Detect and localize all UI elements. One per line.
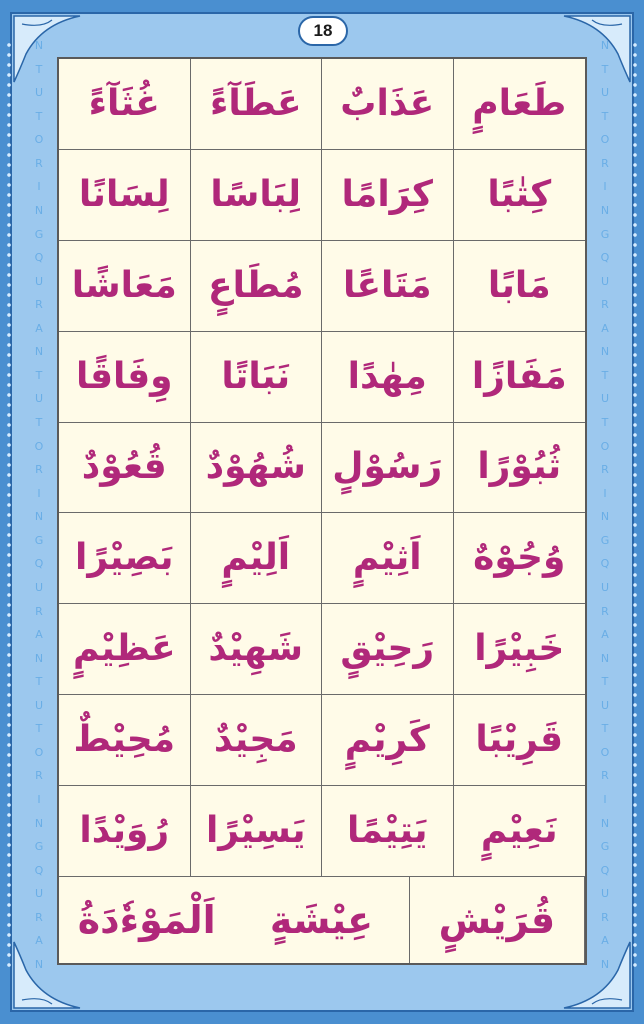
watermark-letter: O bbox=[600, 133, 610, 147]
word-cell: خَبِيْرًا bbox=[454, 604, 586, 695]
word-cell: طَعَامٍ bbox=[454, 59, 586, 150]
page-number: 18 bbox=[298, 16, 348, 46]
watermark-letter: A bbox=[601, 321, 609, 335]
word-cell: شَهِيْدٌ bbox=[191, 604, 323, 695]
word-cell: عَذَابٌ bbox=[322, 59, 454, 150]
watermark-letter: R bbox=[601, 156, 609, 170]
left-dot-border bbox=[6, 40, 12, 970]
watermark-letter: N bbox=[34, 816, 44, 830]
word-cell: اَلْمَوْءٗدَةُ bbox=[77, 898, 216, 942]
watermark-letter: R bbox=[35, 463, 43, 477]
word-cell: اَثِيْمٍ bbox=[322, 513, 454, 604]
watermark-letter: A bbox=[601, 934, 609, 948]
word-cell: قُعُوْدٌ bbox=[59, 423, 191, 514]
word-cell: قُرَيْشٍ bbox=[410, 877, 585, 963]
watermark-letter: U bbox=[600, 274, 610, 288]
watermark-letter: N bbox=[600, 345, 610, 359]
watermark-letter: N bbox=[600, 510, 610, 524]
word-cell: كِتٰبًا bbox=[454, 150, 586, 241]
word-cell: بَصِيْرًا bbox=[59, 513, 191, 604]
word-cell: يَتِيْمًا bbox=[322, 786, 454, 877]
watermark-letter: O bbox=[600, 745, 610, 759]
watermark-letter: G bbox=[34, 227, 44, 241]
watermark-letter: U bbox=[34, 86, 44, 100]
watermark-letter: T bbox=[35, 109, 43, 123]
watermark-letter: R bbox=[601, 298, 609, 312]
watermark-letter: A bbox=[601, 628, 609, 642]
watermark-letter: T bbox=[601, 722, 609, 736]
word-cell: مِهٰدًا bbox=[322, 332, 454, 423]
watermark-letter: O bbox=[34, 745, 44, 759]
watermark-letter: U bbox=[34, 580, 44, 594]
word-cell: شُهُوْدٌ bbox=[191, 423, 323, 514]
watermark-letter: U bbox=[34, 274, 44, 288]
watermark-letter: I bbox=[37, 180, 41, 194]
watermark-letter: Q bbox=[34, 251, 44, 265]
watermark-letter: Q bbox=[600, 251, 610, 265]
watermark-letter: N bbox=[34, 203, 44, 217]
watermark-letter: T bbox=[35, 368, 43, 382]
watermark-letter: R bbox=[35, 298, 43, 312]
watermark-letter: N bbox=[34, 957, 44, 971]
watermark-letter: T bbox=[35, 62, 43, 76]
watermark-letter: G bbox=[600, 227, 610, 241]
watermark-letter: A bbox=[35, 628, 43, 642]
right-dot-border bbox=[632, 40, 638, 970]
word-cell: مَجِيْدٌ bbox=[191, 695, 323, 786]
watermark-letter: T bbox=[601, 368, 609, 382]
watermark-letter: U bbox=[600, 887, 610, 901]
word-cell: كِرَامًا bbox=[322, 150, 454, 241]
word-cell: رَسُوْلٍ bbox=[322, 423, 454, 514]
word-cell: يَسِيْرًا bbox=[191, 786, 323, 877]
watermark-letter: U bbox=[600, 698, 610, 712]
watermark-letter: T bbox=[601, 675, 609, 689]
watermark-letter: T bbox=[35, 722, 43, 736]
watermark-letter: O bbox=[34, 439, 44, 453]
watermark-letter: T bbox=[35, 675, 43, 689]
word-cell: كَرِيْمٍ bbox=[322, 695, 454, 786]
watermark-letter: R bbox=[35, 156, 43, 170]
watermark-letter: R bbox=[35, 769, 43, 783]
watermark-letter: I bbox=[37, 486, 41, 500]
watermark-letter: R bbox=[601, 604, 609, 618]
word-cell: وُجُوْهٌ bbox=[454, 513, 586, 604]
watermark-letter: R bbox=[601, 910, 609, 924]
watermark-letter: N bbox=[34, 510, 44, 524]
watermark-letter: I bbox=[603, 793, 607, 806]
watermark-letter: N bbox=[34, 345, 44, 359]
watermark-letter: T bbox=[601, 109, 609, 123]
word-cell: لِبَاسًا bbox=[191, 150, 323, 241]
watermark-letter: R bbox=[601, 769, 609, 783]
watermark-letter: U bbox=[34, 887, 44, 901]
watermark-letter: G bbox=[34, 533, 44, 547]
word-cell: قَرِيْبًا bbox=[454, 695, 586, 786]
watermark-letter: T bbox=[601, 62, 609, 76]
word-cell: رَحِيْقٍ bbox=[322, 604, 454, 695]
watermark-letter: U bbox=[600, 580, 610, 594]
watermark-letter: N bbox=[600, 39, 610, 52]
watermark-letter: U bbox=[34, 392, 44, 406]
right-watermark-text bbox=[586, 40, 624, 970]
watermark-letter: Q bbox=[600, 863, 610, 877]
watermark-letter: O bbox=[600, 439, 610, 453]
word-cell: لِسَانًا bbox=[59, 150, 191, 241]
word-cell: رُوَيْدًا bbox=[59, 786, 191, 877]
word-cell: مَفَازًا bbox=[454, 332, 586, 423]
word-cell: نَعِيْمٍ bbox=[454, 786, 586, 877]
watermark-letter: U bbox=[600, 86, 610, 100]
word-cell: نَبَاتًا bbox=[191, 332, 323, 423]
word-cell: عَطَآءً bbox=[191, 59, 323, 150]
word-grid bbox=[59, 59, 585, 877]
watermark-letter: U bbox=[34, 698, 44, 712]
watermark-letter: Q bbox=[600, 557, 610, 571]
word-cell: مُحِيْطٌ bbox=[59, 695, 191, 786]
watermark-letter: A bbox=[35, 321, 43, 335]
watermark-letter: G bbox=[600, 840, 610, 854]
watermark-letter: O bbox=[34, 133, 44, 147]
word-cell: ثُبُوْرًا bbox=[454, 423, 586, 514]
watermark-letter: N bbox=[34, 39, 44, 52]
watermark-letter: U bbox=[600, 392, 610, 406]
watermark-letter: R bbox=[35, 910, 43, 924]
watermark-letter: I bbox=[37, 793, 41, 806]
left-watermark-text bbox=[20, 40, 58, 970]
watermark-letter: N bbox=[600, 203, 610, 217]
watermark-letter: T bbox=[601, 416, 609, 429]
word-panel bbox=[57, 57, 587, 965]
word-cell: عَظِيْمٍ bbox=[59, 604, 191, 695]
word-cell: مَعَاشًا bbox=[59, 241, 191, 332]
watermark-letter: T bbox=[35, 416, 43, 429]
watermark-letter: Q bbox=[34, 863, 44, 877]
watermark-letter: A bbox=[35, 934, 43, 948]
watermark-letter: G bbox=[600, 533, 610, 547]
watermark-letter: I bbox=[603, 486, 607, 500]
word-cell: مَتَاعًا bbox=[322, 241, 454, 332]
word-cell: غُثَآءً bbox=[59, 59, 191, 150]
word-cell: وِفَاقًا bbox=[59, 332, 191, 423]
word-grid-last-row bbox=[59, 877, 585, 963]
word-cell: عِيْشَةٍ bbox=[234, 877, 409, 963]
watermark-letter: G bbox=[34, 840, 44, 854]
watermark-letter: N bbox=[600, 957, 610, 971]
watermark-letter: R bbox=[35, 604, 43, 618]
watermark-letter: I bbox=[603, 180, 607, 194]
watermark-letter: N bbox=[600, 651, 610, 665]
word-cell: اَلِيْمٍ bbox=[191, 513, 323, 604]
watermark-letter: Q bbox=[34, 557, 44, 571]
watermark-letter: R bbox=[601, 463, 609, 477]
word-cell: مَابًا bbox=[454, 241, 586, 332]
watermark-letter: N bbox=[34, 651, 44, 665]
watermark-letter: N bbox=[600, 816, 610, 830]
word-cell: مُطَاعٍ bbox=[191, 241, 323, 332]
